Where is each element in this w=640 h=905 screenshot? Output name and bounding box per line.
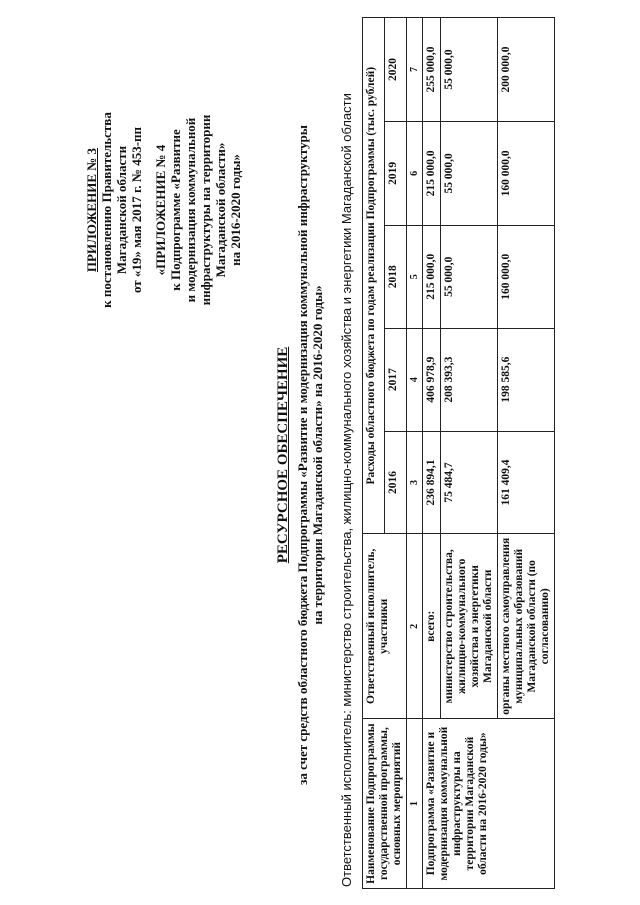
column-index: 4	[407, 328, 423, 431]
value-cell: 215 000,0	[423, 225, 441, 328]
appendix-subline: на 2016-2020 годы»	[228, 154, 243, 266]
appendix-line: Магаданской области	[114, 145, 129, 275]
appendix-block	[84, 75, 243, 345]
appendix-line: от «19» мая 2017 г. № 453-пп	[129, 126, 144, 294]
appendix-subline: инфраструктуры на территории	[198, 114, 213, 306]
year-header: 2020	[385, 18, 407, 122]
appendix-title: ПРИЛОЖЕНИЕ № 3	[84, 147, 99, 273]
year-header: 2018	[385, 225, 407, 328]
header-executor: Ответственный исполнитель, участники	[363, 534, 407, 719]
value-cell: 200 000,0	[498, 18, 555, 122]
value-cell: 236 894,1	[423, 431, 441, 534]
column-index: 3	[407, 431, 423, 534]
value-cell: 55 000,0	[441, 225, 498, 328]
appendix-subtitle: «ПРИЛОЖЕНИЕ № 4	[153, 144, 168, 276]
year-header: 2017	[385, 328, 407, 431]
value-cell: 208 393,3	[441, 328, 498, 431]
value-cell: 55 000,0	[441, 121, 498, 225]
document-heading	[276, 45, 325, 865]
heading-title: РЕСУРСНОЕ ОБЕСПЕЧЕНИЕ	[275, 346, 291, 564]
value-cell: 406 978,9	[423, 328, 441, 431]
column-index: 2	[407, 534, 423, 719]
year-header: 2019	[385, 121, 407, 225]
header-program-name: Наименование Подпрограммы государственной программы, основных мероприятий	[363, 719, 407, 889]
value-cell: 160 000,0	[498, 225, 555, 328]
table-row	[423, 18, 441, 889]
heading-line: за счет средств областного бюджета Подпрограммы «Развитие и модернизация коммунальной инфраструктуры	[295, 125, 310, 785]
value-cell: 161 409,4	[498, 431, 555, 534]
appendix-subline: Магаданской области»	[213, 142, 228, 278]
year-header: 2016	[385, 431, 407, 534]
executor-cell: всего:	[423, 534, 441, 719]
column-index: 1	[407, 719, 423, 889]
resource-table	[362, 17, 555, 889]
value-cell: 160 000,0	[498, 121, 555, 225]
executor-cell: министерство строительства, жилищно-коммунального хозяйства и энергетики Магаданской области	[441, 534, 498, 719]
value-cell: 198 585,6	[498, 328, 555, 431]
program-name-cell: Подпрограмма «Развитие и модернизация коммунальной инфраструктуры на территории Магаданской области на 2016-2020 годы»	[423, 719, 555, 889]
value-cell: 75 484,7	[441, 431, 498, 534]
value-cell: 255 000,0	[423, 18, 441, 122]
heading-line: на территории Магаданской области» на 2016-2020 годы»	[310, 285, 325, 625]
column-index: 7	[407, 18, 423, 122]
column-index: 6	[407, 121, 423, 225]
appendix-subline: и модернизация коммунальной	[183, 117, 198, 303]
executor-cell: органы местного самоуправления муниципальных образований Магаданской области (по согласованию)	[498, 534, 555, 719]
header-expenses: Расходы областного бюджета по годам реализации Подпрограммы (тыс. рублей)	[363, 18, 385, 534]
value-cell: 55 000,0	[441, 18, 498, 122]
table-header-row	[363, 18, 385, 889]
column-index: 5	[407, 225, 423, 328]
value-cell: 215 000,0	[423, 121, 441, 225]
table-index-row	[407, 18, 423, 889]
appendix-subline: к Подпрограмме «Развитие	[168, 129, 183, 291]
responsible-executor: Ответственный исполнитель: министерство строительства, жилищно-коммунального хозяйства и энергетики Магаданской области	[339, 93, 354, 887]
appendix-line: к постановлению Правительства	[99, 112, 114, 308]
